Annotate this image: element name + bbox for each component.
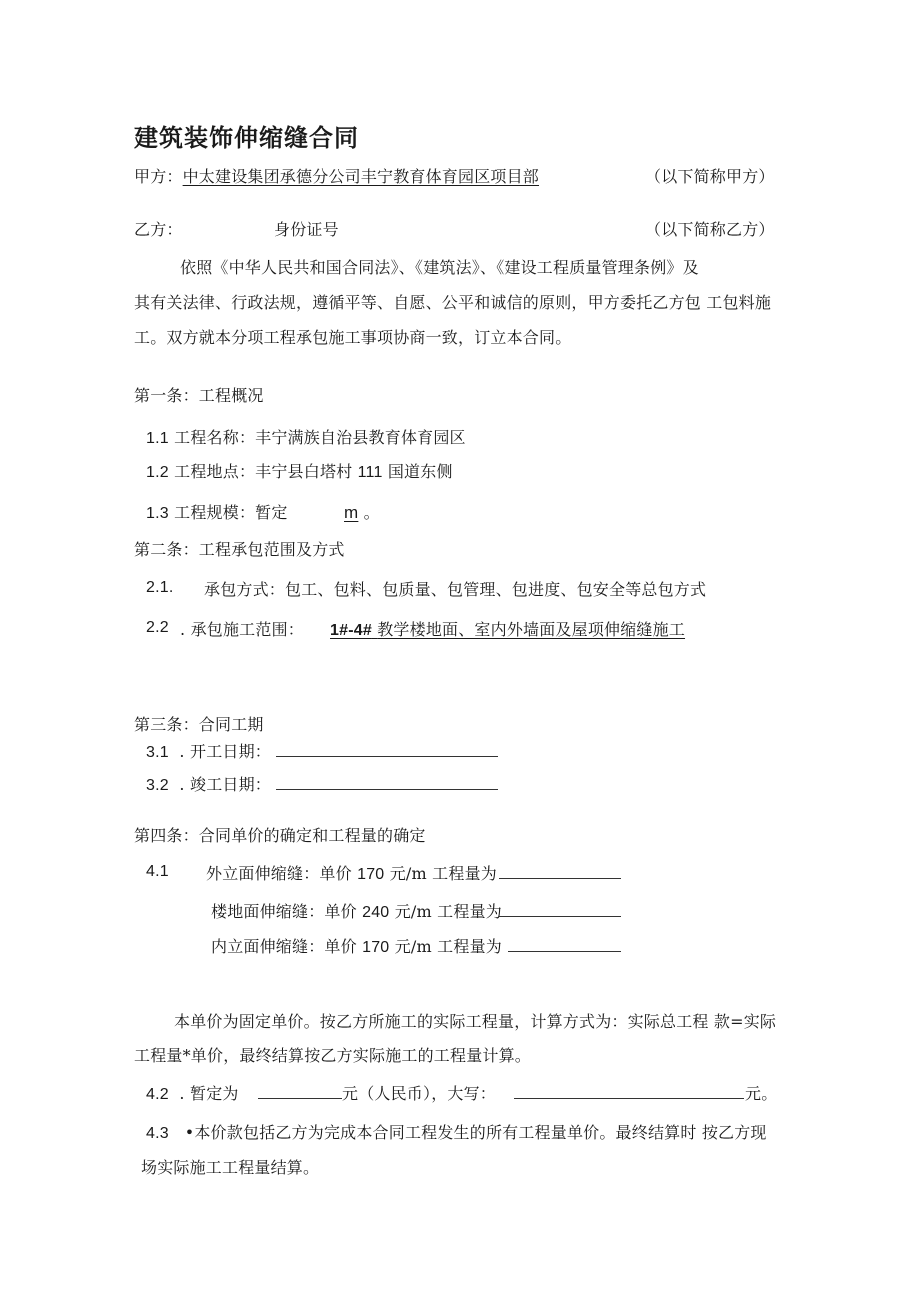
contract-title: 建筑装饰伸缩缝合同 [134,124,359,152]
qty-blank-interior[interactable] [508,937,621,952]
item-number: 2.2 [146,619,169,636]
intro-line-1: 依照《中华人民共和国合同法》、《建筑法》、《建设工程质量管理条例》及 [180,258,699,277]
qty-blank-floor[interactable] [499,902,621,917]
party-a-alias: （以下简称甲方） [645,167,775,186]
intro-line-2: 其有关法律、行政法规，遵循平等、自愿、公平和诚信的原则，甲方委托乙方包 工包料施 [134,293,772,312]
item-number: 4.3 [146,1125,169,1142]
item-number: 3.2 [146,777,169,794]
price-row-exterior [206,861,497,884]
item-number: 1.3 [146,505,169,522]
article2-item2-value [330,617,685,640]
amount-in-words-label: 元（人民币），大写： [342,1084,497,1103]
article1-item2 [146,459,453,482]
article4-item1-num [146,861,169,881]
item-text: 国道东侧 [387,462,453,481]
price-value: 170 [362,939,390,956]
unit-m: m [344,503,359,522]
article4-item3-line2: 场实际施工工程量结算。 [141,1158,320,1177]
item-text: •本价款包括乙方为完成本合同工程发生的所有工程量单价。最终结算时 按乙方现 [184,1123,767,1142]
qty-label: 工程量为 [437,902,502,921]
unit-price-para-line1: 本单价为固定单价。按乙方所施工的实际工程量，计算方式为：实际总工程 款=实际 [174,1012,777,1031]
price-value: 240 [362,904,390,921]
item-number: 2.1. [146,579,174,596]
article3-item1 [146,739,271,762]
article2-item1-text: 承包方式：包工、包料、包质量、包管理、包进度、包安全等总包方式 [204,580,707,599]
article4-heading: 第四条：合同单价的确定和工程量的确定 [134,826,426,845]
article4-item3 [146,1120,767,1143]
qty-blank-exterior[interactable] [499,864,621,879]
item-number: 4.1 [146,863,169,880]
qty-label: 工程量为 [432,864,497,883]
qty-label: 工程量为 [437,937,502,956]
road-number: 111 [357,464,383,481]
article2-item1-num [146,577,174,597]
provisional-amount-blank[interactable] [258,1084,342,1099]
party-b-label: 乙方： [134,220,183,239]
price-label: 楼地面伸缩缝：单价 [211,902,357,921]
party-a-name: 中太建设集团承德分公司丰宁教育体育园区项目部 [182,167,540,186]
item-text: 工程名称：丰宁满族自治县教育体育园区 [174,428,466,447]
item-text: 工程规模：暂定 [174,503,288,522]
start-date-blank[interactable] [276,742,498,757]
price-row-floor [211,899,502,922]
price-unit: 元/m [394,937,432,956]
party-b-alias: （以下简称乙方） [645,220,775,239]
building-range: 1#-4# [330,622,372,639]
item-number: 1.1 [146,430,169,447]
party-a-line [134,164,539,187]
provisional-label: . 暂定为 [179,1084,239,1103]
item-number: 3.1 [146,744,169,761]
amount-in-words-blank[interactable] [514,1084,744,1099]
price-row-interior [211,934,502,957]
item-end: 。 [363,503,380,522]
article4-item2 [146,1081,239,1104]
item-number: 4.2 [146,1086,169,1103]
price-value: 170 [357,866,385,883]
intro-line-3: 工。双方就本分项工程承包施工事项协商一致，订立本合同。 [134,328,572,347]
article3-item2 [146,772,271,795]
unit-price-para-line2: 工程量*单价，最终结算按乙方实际施工的工程量计算。 [134,1046,532,1065]
article2-item2-num [146,617,169,637]
price-unit: 元/m [394,902,432,921]
price-unit: 元/m [389,864,427,883]
party-b-id-label: 身份证号 [274,220,339,239]
article3-heading: 第三条：合同工期 [134,715,264,734]
scope-text: 教学楼地面、室内外墙面及屋项伸缩缝施工 [377,620,686,639]
item-text: 工程地点：丰宁县白塔村 [174,462,353,481]
item-number: 1.2 [146,464,169,481]
amount-end: 元。 [745,1084,778,1103]
price-label: 外立面伸缩缝：单价 [206,864,352,883]
item-text: . 竣工日期： [179,775,271,794]
article1-item1 [146,425,466,448]
article2-heading: 第二条：工程承包范围及方式 [134,540,345,559]
price-label: 内立面伸缩缝：单价 [211,937,357,956]
article2-item2-label: . 承包施工范围： [180,620,304,639]
end-date-blank[interactable] [276,775,498,790]
article1-item3-unit [344,500,380,523]
article1-heading: 第一条：工程概况 [134,386,264,405]
party-a-label: 甲方： [134,167,183,186]
item-text: . 开工日期： [179,742,271,761]
article1-item3 [146,500,288,523]
